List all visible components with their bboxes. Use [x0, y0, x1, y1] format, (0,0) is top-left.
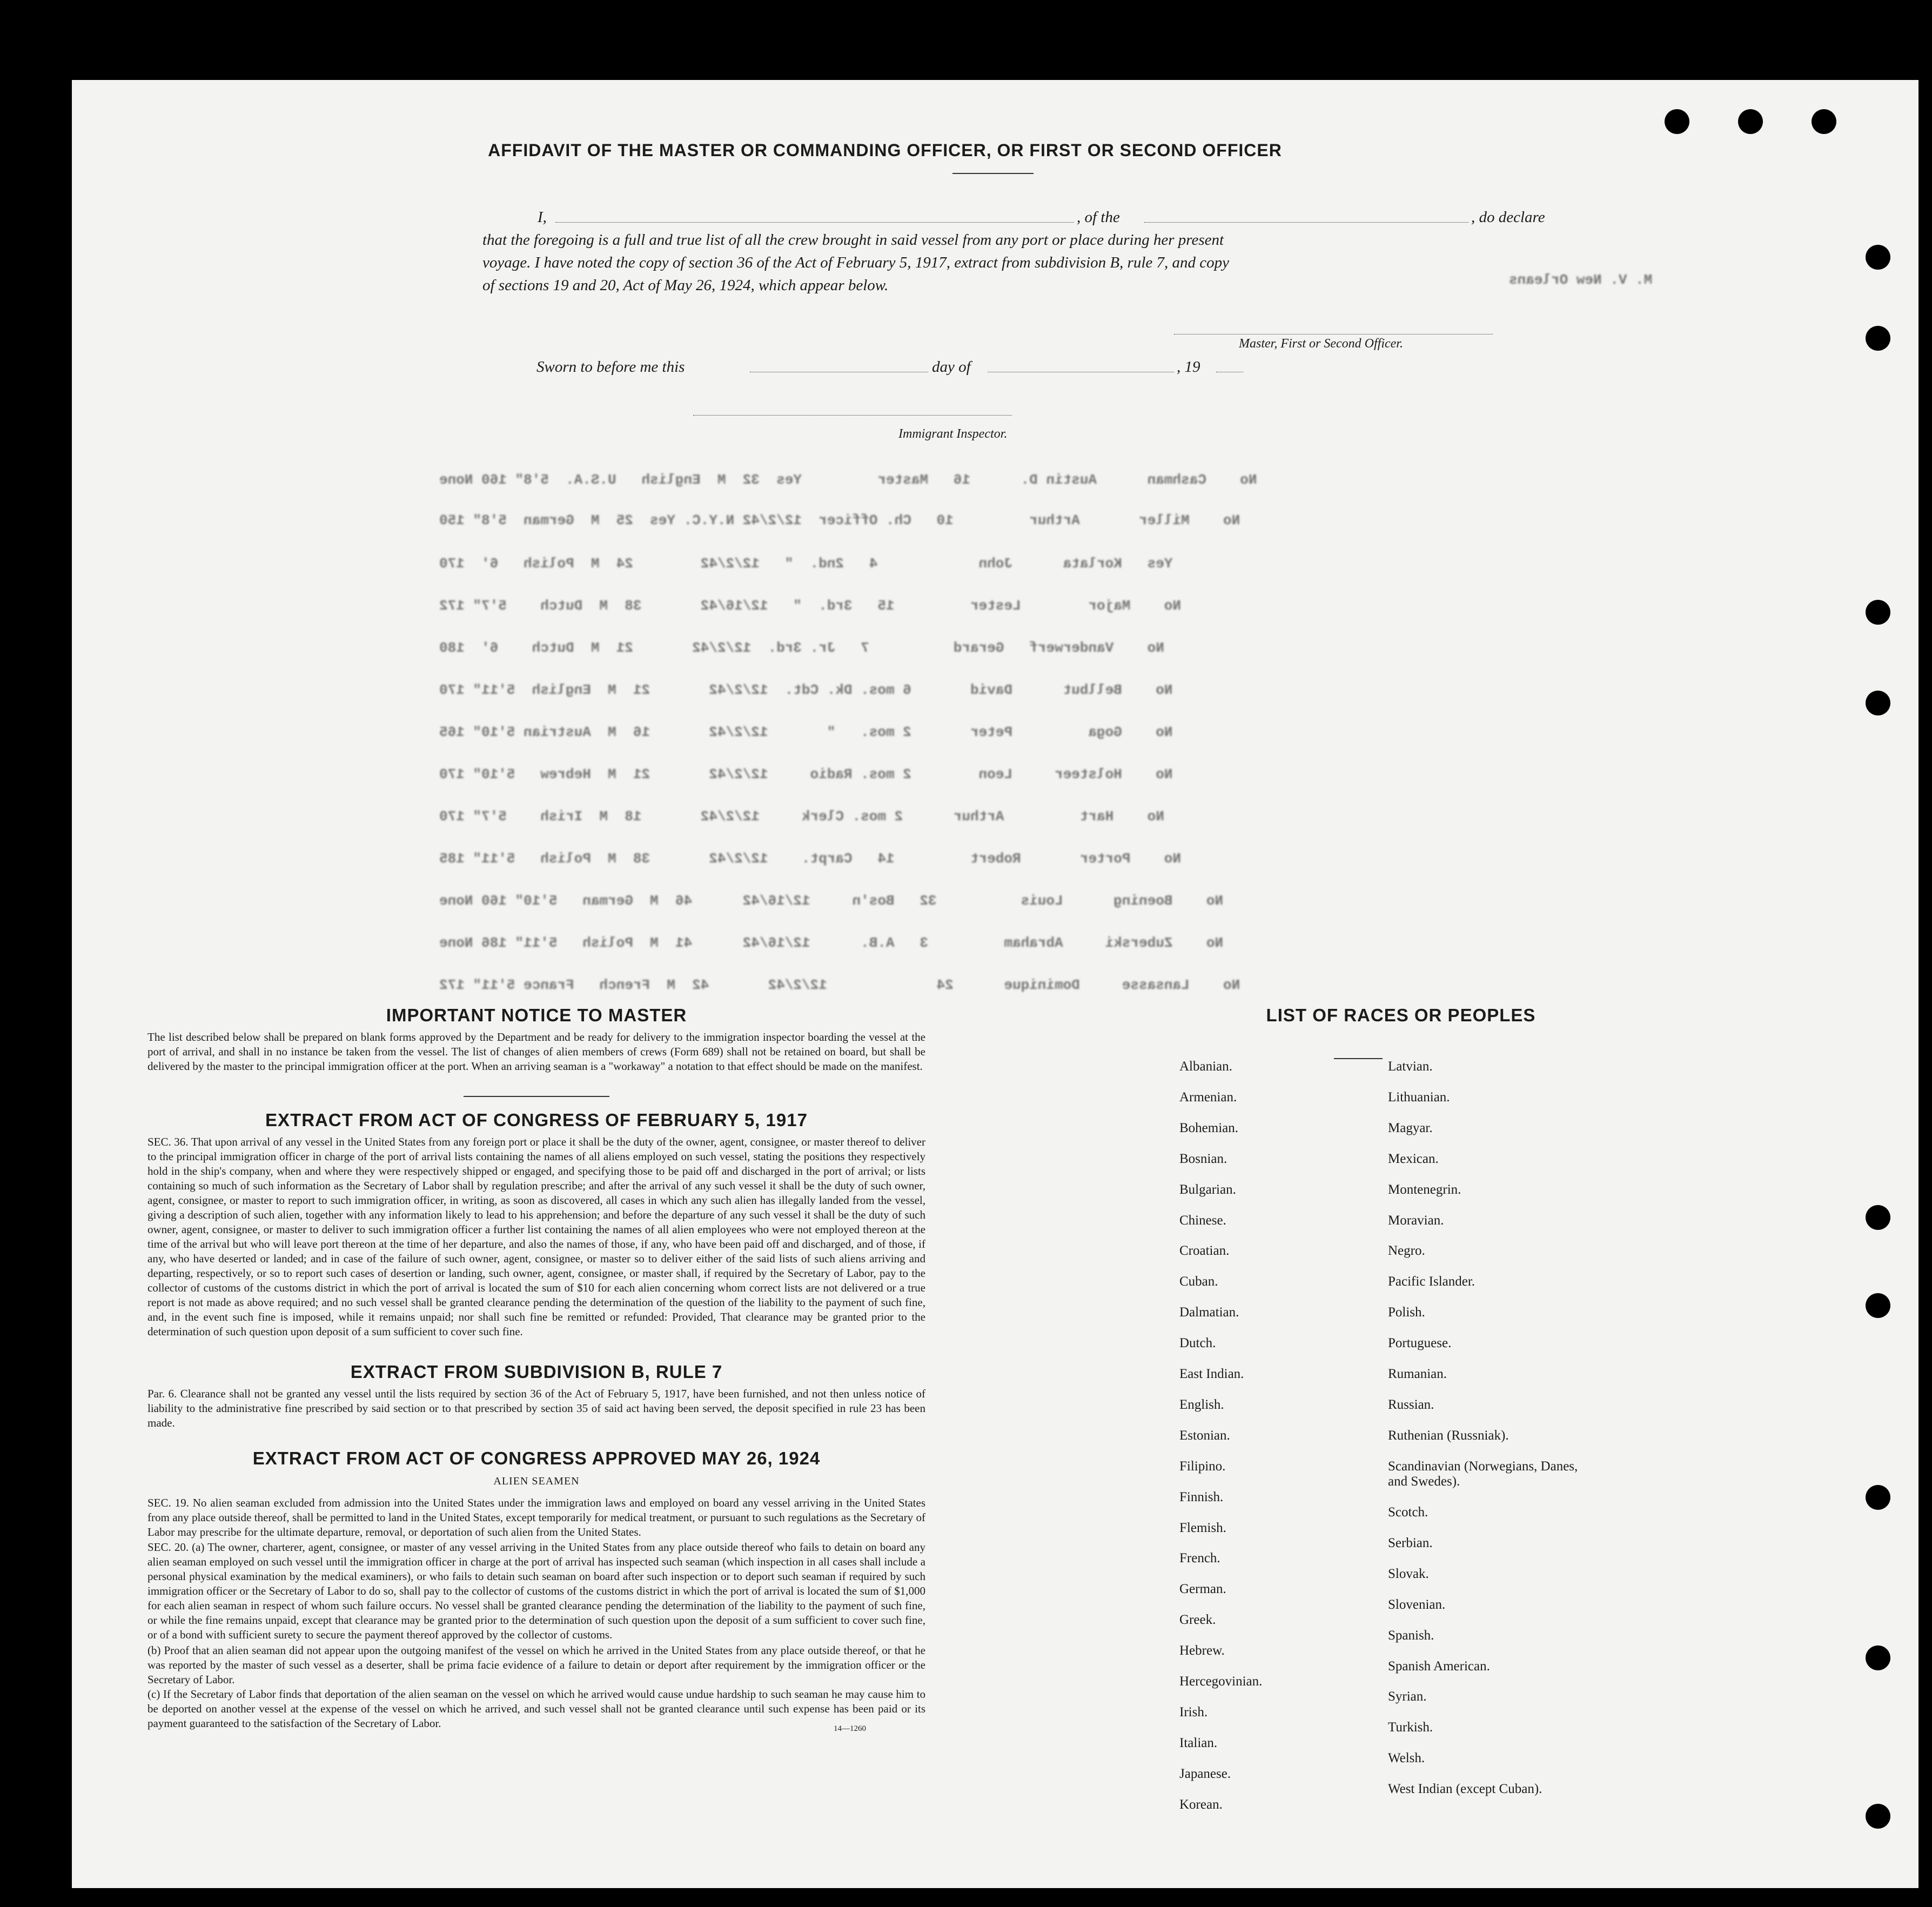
race-item: Slovak.	[1388, 1567, 1429, 1581]
race-item: Armenian.	[1179, 1090, 1237, 1105]
race-item: Chinese.	[1179, 1213, 1226, 1228]
bleed-row: No Major Lester 15 3rd. " 12/16/42 38 M Dutch 5'7" 172	[439, 598, 1182, 614]
race-item: East Indian.	[1179, 1367, 1244, 1381]
race-item: Albanian.	[1179, 1059, 1232, 1074]
race-item: Spanish.	[1388, 1628, 1434, 1643]
divider	[952, 173, 1034, 174]
race-item: Polish.	[1388, 1305, 1425, 1320]
race-item: Finnish.	[1179, 1490, 1224, 1504]
race-item: Dalmatian.	[1179, 1305, 1239, 1320]
race-item: Dutch.	[1179, 1336, 1216, 1350]
race-item: Italian.	[1179, 1736, 1218, 1750]
race-item: Serbian.	[1388, 1536, 1433, 1550]
bleed-row: No Hart Arthur 2 mos. Clerk 12/2/42 18 M Irish 5'7" 170	[439, 808, 1164, 825]
punch-hole	[1866, 1645, 1890, 1670]
inspector-label: Immigrant Inspector.	[898, 427, 1008, 441]
race-item: French.	[1179, 1551, 1220, 1565]
race-item: Estonian.	[1179, 1428, 1230, 1443]
race-item: English.	[1179, 1397, 1224, 1412]
race-item: Irish.	[1179, 1705, 1208, 1719]
bleed-row: No Zuberski Abraham 3 A.B. 12/16/42 41 M Polish 5'11" 186 None	[439, 935, 1224, 951]
race-item: Bosnian.	[1179, 1152, 1227, 1166]
race-item: Greek.	[1179, 1612, 1216, 1627]
race-item: Japanese.	[1179, 1767, 1231, 1781]
race-item: Latvian.	[1388, 1059, 1433, 1074]
race-item: Croatian.	[1179, 1243, 1230, 1258]
race-item: Rumanian.	[1388, 1367, 1447, 1381]
extract3-title: EXTRACT FROM ACT OF CONGRESS APPROVED MAY 26, 1924	[252, 1448, 821, 1468]
race-item: Cuban.	[1179, 1274, 1218, 1289]
inspector-line	[693, 415, 1012, 416]
day-of-label: day of	[932, 358, 971, 376]
race-item: Hercegovinian.	[1179, 1674, 1263, 1689]
affidavit-title: AFFIDAVIT OF THE MASTER OR COMMANDING OFFICER, OR FIRST OR SECOND OFFICER	[488, 140, 1282, 160]
decl-of-the: , of the	[1077, 209, 1120, 226]
race-item: Mexican.	[1388, 1152, 1439, 1166]
decl-i: I,	[538, 209, 547, 226]
race-item: Turkish.	[1388, 1720, 1433, 1735]
punch-hole	[1866, 1804, 1890, 1829]
punch-hole	[1866, 1205, 1890, 1230]
extract3-p3: (b) Proof that an alien seaman did not appear upon the outgoing manifest of the vessel on which he arrived in the United States from any place outside thereof, or that he was reported by the master of such vessel as a deserter, shall be prima facie evidence of a failure to detain or deport after requirement by the immigration officer or the Secretary of Labor.	[147, 1644, 925, 1686]
race-item: Ruthenian (Russniak).	[1388, 1428, 1509, 1443]
race-item: Pacific Islander.	[1388, 1274, 1475, 1289]
race-item: Bohemian.	[1179, 1121, 1239, 1135]
punch-hole	[1665, 109, 1689, 134]
race-item: Flemish.	[1179, 1521, 1226, 1535]
extract1-text: SEC. 36. That upon arrival of any vessel in the United States from any foreign port or place it shall be the duty of the owner, agent, consignee, or master thereof to deliver to the principal immigration officer in charge of the port of arrival lists containing the names of all aliens employed on such vessel, stating the positions they respectively hold in the ship's company, when and where they were respectively shipped or engaged, and specifying those to be paid off and discharged in the port of arrival; or lists containing so much of such information as the Secretary of Labor shall by regulation prescribe; and after the arrival of any such vessel it shall be the duty of such owner, agent, consignee, or master to report to such immigration officer, in writing, as soon as discovered, all cases in which any such alien has illegally landed from the vessel, giving a description of such alien, together with any information likely to lead to his apprehension; and before the departure of any such vessel it shall be the duty of such owner, agent, consignee, or master to deliver to such immigration officer a further list containing the names of all alien employees who were not employed thereon at the time of the arrival but who will leave port thereon at the time of her departure, and also the names of those, if any, who have been paid off and discharged, and of those, if any, who have deserted or landed; and in case of the failure of such owner, agent, consignee, or master so to deliver either of the said lists of such aliens arriving and departing, respectively, or so to report such cases of desertion or landing, such owner, agent, consignee, or master shall, if required by the Secretary of Labor, pay to the collector of customs of the customs district in which the port of arrival is located the sum of $10 for each alien concerning whom correct lists are not delivered or a true report is not made as above required; and no such vessel shall be granted clearance pending the determination of the question of the liability to the payment of such fine, and, in the event such fine is imposed, while it remains unpaid; nor shall such fine be remitted or refunded: Provided, That clearance may be granted prior to the determination of such question upon deposit of a sum sufficient to cover such fine.	[147, 1135, 925, 1338]
document-page	[72, 80, 1918, 1888]
decl-declare: , do declare	[1471, 209, 1545, 226]
extract2-text: Par. 6. Clearance shall not be granted any vessel until the lists required by section 36 of the Act of February 5, 1917, have been furnished, and not then unless notice of liability to the administrative fine prescribed by said section or to that prescribed by section 35 of said act having been served, the deposit specified in rule 23 has been made.	[147, 1387, 925, 1429]
race-item: Bulgarian.	[1179, 1182, 1236, 1197]
decl-line4: of sections 19 and 20, Act of May 26, 1924, which appear below.	[482, 277, 889, 294]
race-item: Portuguese.	[1388, 1336, 1452, 1350]
punch-hole	[1866, 691, 1890, 715]
bleed-row: No Holsteer Leon 2 mos. Radio 12/2/42 21 M Hebrew 5'10" 170	[439, 766, 1173, 782]
race-item: Lithuanian.	[1388, 1090, 1450, 1105]
bleed-row: No Vanderwerf Gerard 7 Jr. 3rd. 12/2/42 21 M Dutch 6' 180	[439, 640, 1164, 656]
divider	[464, 1096, 609, 1097]
sworn-label: Sworn to before me this	[536, 358, 685, 376]
race-item: West Indian (except Cuban).	[1388, 1782, 1542, 1796]
race-item: Korean.	[1179, 1797, 1223, 1812]
extract3-p1: SEC. 19. No alien seaman excluded from admission into the United States under the immigration laws and employed on board any vessel arriving in the United States from any place outside thereof, shall be permitted to land in the United States, except temporarily for medical treatment, or pursuant to such regulations as the Secretary of Labor may prescribe for the ultimate departure, removal, or deportation of such alien from the United States.	[147, 1496, 925, 1538]
extract1-title: EXTRACT FROM ACT OF CONGRESS OF FEBRUARY 5, 1917	[265, 1110, 808, 1130]
race-item: Scotch.	[1388, 1505, 1428, 1520]
punch-hole	[1866, 1485, 1890, 1510]
punch-hole	[1866, 245, 1890, 270]
decl-line2: that the foregoing is a full and true list of all the crew brought in said vessel from any port or place during her present	[482, 231, 1224, 249]
punch-hole	[1866, 1293, 1890, 1318]
bleed-row: No Bellbut David 6 mos. Dk. Cdt. 12/2/42 21 M English 5'11" 170	[439, 682, 1173, 698]
punch-hole	[1866, 326, 1890, 351]
bleed-row: No Boening Louis 32 Bos'n 12/16/42 46 M German 5'10" 160 None	[439, 893, 1224, 909]
race-item: Montenegrin.	[1388, 1182, 1461, 1197]
bleed-vessel: M. V. New Orleans	[1509, 272, 1653, 288]
extract3-p2: SEC. 20. (a) The owner, charterer, agent, consignee, or master of any vessel arriving in the United States from any place outside thereof who fails to detain on board any alien seaman employed on such vessel until the immigration officer in charge at the port of arrival has inspected such seaman (which inspection in all cases shall include a personal physical examination by the medical examiners), or who fails to detain such seaman on board after such inspection or to deport such seaman if required by such immigration officer or the Secretary of Labor to do so, shall pay to the collector of customs of the customs district in which the port of arrival is located the sum of $1,000 for each alien seaman in respect of whom such failure occurs. No vessel shall be granted clearance pending the determination of the liability to the payment of such fine, or while the fine remains unpaid, except that clearance may be granted prior to the determination of such question upon the deposit of a sum sufficient to cover such fine, or of a bond with sufficient surety to secure the payment thereof approved by the collector of customs.	[147, 1541, 925, 1641]
vessel-blank	[1144, 222, 1468, 223]
notice-title: IMPORTANT NOTICE TO MASTER	[386, 1005, 687, 1025]
extract3-p4: (c) If the Secretary of Labor finds that deportation of the alien seaman on the vessel on which he arrived would cause undue hardship to such seaman he may cause him to be deported on another vessel at the expense of the vessel on which he arrived, and such vessel shall not be granted clearance until such expense has been paid or its payment guaranteed to the satisfaction of the Secretary of Labor.	[147, 1688, 925, 1730]
bleed-row: No Porter Robert 14 Carpt. 12/2/42 38 M Polish 5'11" 185	[439, 851, 1182, 867]
bleed-row: No Cashman Austin D. 16 Master Yes 32 M English U.S.A. 5'8" 160 None	[439, 472, 1257, 488]
extract2-title: EXTRACT FROM SUBDIVISION B, RULE 7	[350, 1362, 723, 1382]
divider	[1334, 1058, 1383, 1059]
race-item: Hebrew.	[1179, 1643, 1225, 1658]
bleed-row: No Miller Arthur 10 Ch. Officer 12/2/42 N.Y.C. Yes 25 M German 5'8" 150	[439, 512, 1240, 528]
extract3-subtitle: ALIEN SEAMEN	[493, 1475, 580, 1487]
race-item: Spanish American.	[1388, 1659, 1490, 1674]
notice-text: The list described below shall be prepared on blank forms approved by the Department and be ready for delivery to the immigration inspector boarding the vessel at the port of arrival, and shall in no instance be taken from the vessel. The list of changes of alien members of crews (Form 689) shall not be retained on board, but shall be delivered by the master to the principal immigration officer at the port. When an arriving seaman is a "workaway" a notation to that effect should be made on the manifest.	[147, 1031, 925, 1073]
race-item: Scandinavian (Norwegians, Danes, and Swedes).	[1388, 1459, 1578, 1489]
master-label: Master, First or Second Officer.	[1239, 337, 1403, 351]
punch-hole	[1812, 109, 1836, 134]
race-item: Welsh.	[1388, 1751, 1425, 1765]
bleed-row: No Goga Peter 2 mos. " 12/2/42 16 M Austrian 5'10" 165	[439, 724, 1173, 740]
name-blank	[555, 222, 1074, 223]
race-item: Magyar.	[1388, 1121, 1433, 1135]
race-item: Filipino.	[1179, 1459, 1226, 1474]
decl-line3: voyage. I have noted the copy of section 36 of the Act of February 5, 1917, extract from subdivision B, rule 7, and copy	[482, 254, 1230, 271]
bleed-row: Yes Korlata John 4 2nd. " 12/2/42 24 M Polish 6' 170	[439, 556, 1173, 572]
race-item: Russian.	[1388, 1397, 1434, 1412]
race-item: Slovenian.	[1388, 1597, 1446, 1612]
races-title: LIST OF RACES OR PEOPLES	[1266, 1005, 1536, 1025]
form-number: 14—1260	[834, 1724, 866, 1733]
bleed-row: No Lansasse Dominique 24 12/2/42 42 M French France 5'11" 172	[439, 977, 1240, 993]
race-item: Moravian.	[1388, 1213, 1444, 1228]
race-item: German.	[1179, 1582, 1226, 1596]
race-item: Negro.	[1388, 1243, 1425, 1258]
punch-hole	[1738, 109, 1763, 134]
punch-hole	[1866, 600, 1890, 625]
race-item: Syrian.	[1388, 1689, 1427, 1704]
year-label: , 19	[1177, 358, 1200, 376]
